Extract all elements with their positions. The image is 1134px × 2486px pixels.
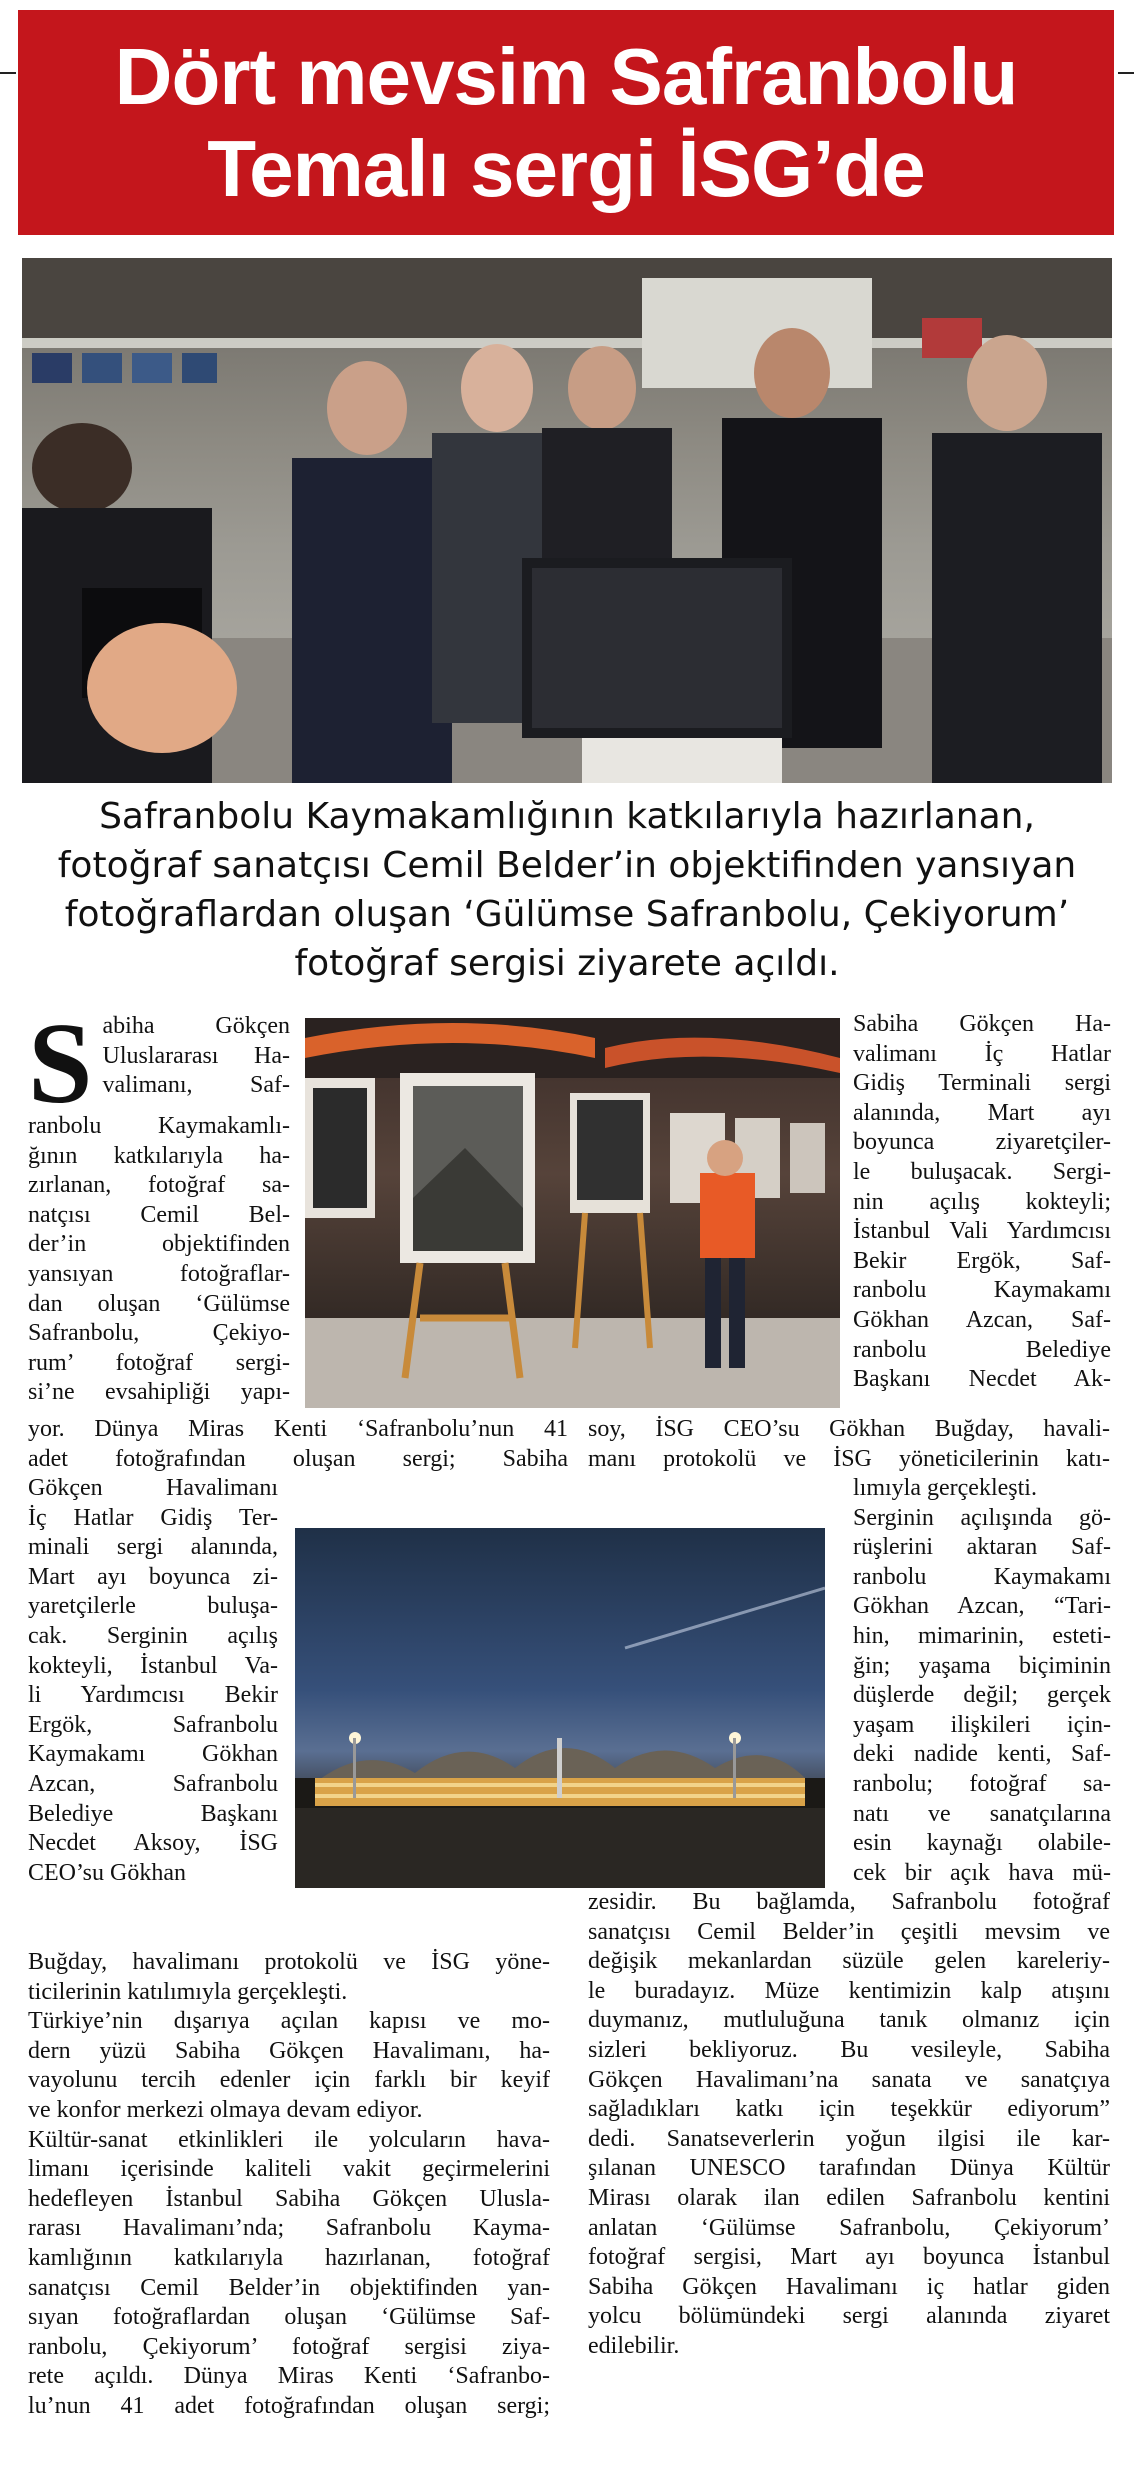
exhibition-photo-illustration (305, 1018, 840, 1408)
text-line: fotoğraf sergisi, Mart ayı boyunca İstanbul (588, 2244, 1110, 2271)
text-line: sağladıkları katkı için teşekkür ediyorum” (588, 2096, 1110, 2123)
text-line: hin, mimarinin, esteti- (853, 1622, 1111, 1649)
text-line: nin açılış kokteyli; (853, 1188, 1111, 1215)
text-line: yaretçilerle buluşa- (28, 1593, 278, 1620)
text-line: Sabiha Gökçen Ha- (853, 1011, 1111, 1037)
text-line: ranbolu Kaymakamı (853, 1277, 1111, 1304)
text-line: edilebilir. (588, 2332, 680, 2359)
text-line: rete açıldı. Dünya Miras Kenti ‘Safranbo- (28, 2363, 550, 2390)
text-line: le buradayız. Müze kentimizin kalp atışını (588, 1977, 1110, 2004)
text-line: abiha Gökçen (102, 1013, 290, 1039)
text-line: dern yüzü Sabiha Gökçen Havalimanı, ha- (28, 2037, 550, 2064)
text-line: kokteyli, İstanbul Va- (28, 1652, 278, 1679)
text-line: Başkanı Necdet Ak- (853, 1366, 1111, 1393)
text-line: adet fotoğrafından oluşan sergi; Sabiha (28, 1445, 568, 1472)
text-line: cak. Serginin açılış (28, 1622, 278, 1649)
text-line: valimanı İç Hatlar (853, 1040, 1111, 1067)
text-line: Buğday, havalimanı protokolü ve İSG yöne- (28, 1949, 550, 1975)
text-line: natçısı Cemil Bel- (28, 1201, 290, 1228)
text-line: ve konfor merkezi olmaya devam ediyor. (28, 2096, 423, 2123)
text-line: kamlığının katkılarıyla hazırlanan, fotoğraf (28, 2244, 550, 2271)
text-line: si’ne evsahipliği yapı- (28, 1379, 290, 1406)
text-line: sanatçısı Cemil Belder’in objektifinden yan- (28, 2274, 550, 2301)
text-line: Sabiha Gökçen Havalimanı iç hatlar giden (588, 2273, 1110, 2300)
text-line: yansıyan fotoğraflar- (28, 1260, 290, 1287)
text-line: ğının katkılarıyla ha- (28, 1142, 290, 1169)
left-column-bottom (28, 1948, 550, 2422)
headline-line-1: Dört mevsim Safranbolu (114, 31, 1018, 121)
text-line: soy, İSG CEO’su Gökhan Buğday, havali- (588, 1416, 1110, 1442)
text-line: boyunca ziyaretçiler- (853, 1129, 1111, 1156)
text-line: valimanı, Saf- (102, 1072, 290, 1099)
left-column-top (28, 1000, 290, 1408)
text-line: hedefleyen İstanbul Sabiha Gökçen Ulusla- (28, 2185, 550, 2212)
text-line: ğin; yaşama biçiminin (853, 1652, 1111, 1679)
text-line: ranbolu Belediye (853, 1336, 1111, 1363)
text-line: Gidiş Terminali sergi (853, 1070, 1111, 1097)
text-line: lu’nun 41 adet fotoğrafından oluşan sergi; (28, 2392, 550, 2419)
text-line: rarası Havalimanı’nda; Safranbolu Kayma- (28, 2215, 550, 2242)
text-line: Mart ayı boyunca zi- (28, 1563, 278, 1590)
text-line: deki nadide kenti, Saf- (853, 1741, 1111, 1768)
photo-caption (40, 792, 1094, 988)
text-line: anlatan ‘Gülümse Safranbolu, Çekiyorum’ (588, 2214, 1110, 2241)
caption-line-1: Safranbolu Kaymakamlığının katkılarıyla hazırlanan, (99, 796, 1035, 837)
right-wide-lines (588, 1415, 1110, 1474)
top-rule-left (0, 72, 16, 74)
airport-night-photo (295, 1528, 825, 1888)
text-line: sanatçısı Cemil Belder’in çeşitli mevsim ve (588, 1918, 1110, 1945)
text-line: yor. Dünya Miras Kenti ‘Safranbolu’nun 41 (28, 1416, 568, 1442)
text-line: Mirası olarak ilan edilen Safranbolu kentini (588, 2184, 1110, 2211)
text-line: Safranbolu, Çekiyo- (28, 1320, 290, 1347)
text-line: Gökhan Azcan, “Tari- (853, 1593, 1111, 1620)
text-line: Gökçen Havalimanı (28, 1475, 278, 1501)
top-rule-right (1118, 72, 1134, 74)
main-photo-illustration (22, 258, 1112, 783)
text-line: ranbolu Kaymakamlı- (28, 1113, 290, 1139)
text-line: zırlanan, fotoğraf sa- (28, 1172, 290, 1199)
airport-night-illustration (295, 1528, 825, 1888)
text-line: ranbolu; fotoğraf sa- (853, 1770, 1111, 1797)
right-column-middle (853, 1474, 1111, 1888)
text-line: düşlerde değil; gerçek (853, 1682, 1111, 1709)
text-line: Azcan, Safranbolu (28, 1770, 278, 1797)
text-line: Gökhan Azcan, Saf- (853, 1306, 1111, 1333)
right-column-bottom (588, 1888, 1110, 2362)
caption-line-2: fotoğraf sanatçısı Cemil Belder’in objektifinden yansıyan (57, 845, 1077, 886)
text-line: değişik mekanlardan süzüle gelen kareleriy- (588, 1948, 1110, 1975)
main-photo (22, 258, 1112, 783)
text-line: ranbolu, Çekiyorum’ fotoğraf sergisi ziya- (28, 2333, 550, 2360)
text-line: Kültür-sanat etkinlikleri ile yolcuların hava- (28, 2126, 550, 2153)
drop-cap: S (28, 1000, 93, 1128)
text-line: esin kaynağı olabile- (853, 1830, 1111, 1857)
text-line: şılanan UNESCO tarafından Dünya Kültür (588, 2155, 1110, 2182)
text-line: alanında, Mart ayı (853, 1099, 1111, 1126)
text-line: rum’ fotoğraf sergi- (28, 1349, 290, 1376)
text-line: dedi. Sanatseverlerin yoğun ilgisi ile kar- (588, 2125, 1110, 2152)
headline-line-2: Temalı sergi İSG’de (207, 123, 925, 213)
text-line: CEO’su Gökhan (28, 1859, 186, 1886)
text-line: cek bir açık hava mü- (853, 1859, 1111, 1886)
text-line: duymanız, mutluluğuna tanık olmanız için (588, 2007, 1110, 2034)
exhibition-photo (305, 1018, 840, 1408)
text-line: li Yardımcısı Bekir (28, 1682, 278, 1709)
text-line: Serginin açılışında gö- (853, 1504, 1111, 1531)
text-line: yolcu bölümündeki sergi alanında ziyaret (588, 2303, 1110, 2330)
text-line: vayolunu tercih edenler için farklı bir keyif (28, 2067, 550, 2094)
text-line: manı protokolü ve İSG yöneticilerinin katı- (588, 1445, 1110, 1472)
text-line: İstanbul Vali Yardımcısı (853, 1218, 1111, 1245)
text-line: minali sergi alanında, (28, 1534, 278, 1561)
left-column-middle (28, 1474, 278, 1888)
text-line: Necdet Aksoy, İSG (28, 1830, 278, 1857)
text-line: rüşlerini aktaran Saf- (853, 1534, 1111, 1561)
text-line: yaşam ilişkileri için- (853, 1711, 1111, 1738)
text-line: Uluslararası Ha- (102, 1042, 290, 1069)
text-line: İç Hatlar Gidiş Ter- (28, 1504, 278, 1531)
text-line: Ergök, Safranbolu (28, 1711, 278, 1738)
headline-banner (18, 10, 1114, 235)
text-line: ticilerinin katılımıyla gerçekleşti. (28, 1978, 348, 2005)
text-line: lımıyla gerçekleşti. (853, 1475, 1037, 1501)
text-line: limanı içerisinde kaliteli vakit geçirmelerini (28, 2156, 550, 2183)
left-wide-lines (28, 1415, 568, 1474)
text-line: sıyan fotoğraflardan oluşan ‘Gülümse Saf- (28, 2304, 550, 2331)
text-line: ranbolu Kaymakamı (853, 1563, 1111, 1590)
text-line: Belediye Başkanı (28, 1800, 278, 1827)
text-line: natı ve sanatçılarına (853, 1800, 1111, 1827)
caption-line-4: fotoğraf sergisi ziyarete açıldı. (294, 943, 840, 984)
text-line: Kaymakamı Gökhan (28, 1741, 278, 1768)
text-line: Türkiye’nin dışarıya açılan kapısı ve mo- (28, 2008, 550, 2035)
text-line: Bekir Ergök, Saf- (853, 1247, 1111, 1274)
text-line: Gökçen Havalimanı’na sanata ve sanatçıya (588, 2066, 1110, 2093)
text-line: sizleri bekliyoruz. Bu vesileyle, Sabiha (588, 2036, 1110, 2063)
caption-line-3: fotoğraflardan oluşan ‘Gülümse Safranbolu, Çekiyorum’ (64, 894, 1070, 935)
text-line: dan oluşan ‘Gülümse (28, 1290, 290, 1317)
right-column-top (853, 1010, 1111, 1395)
text-line: le buluşacak. Sergi- (853, 1158, 1111, 1185)
text-line: zesidir. Bu bağlamda, Safranbolu fotoğraf (588, 1889, 1110, 1915)
text-line: der’in objektifinden (28, 1231, 290, 1258)
